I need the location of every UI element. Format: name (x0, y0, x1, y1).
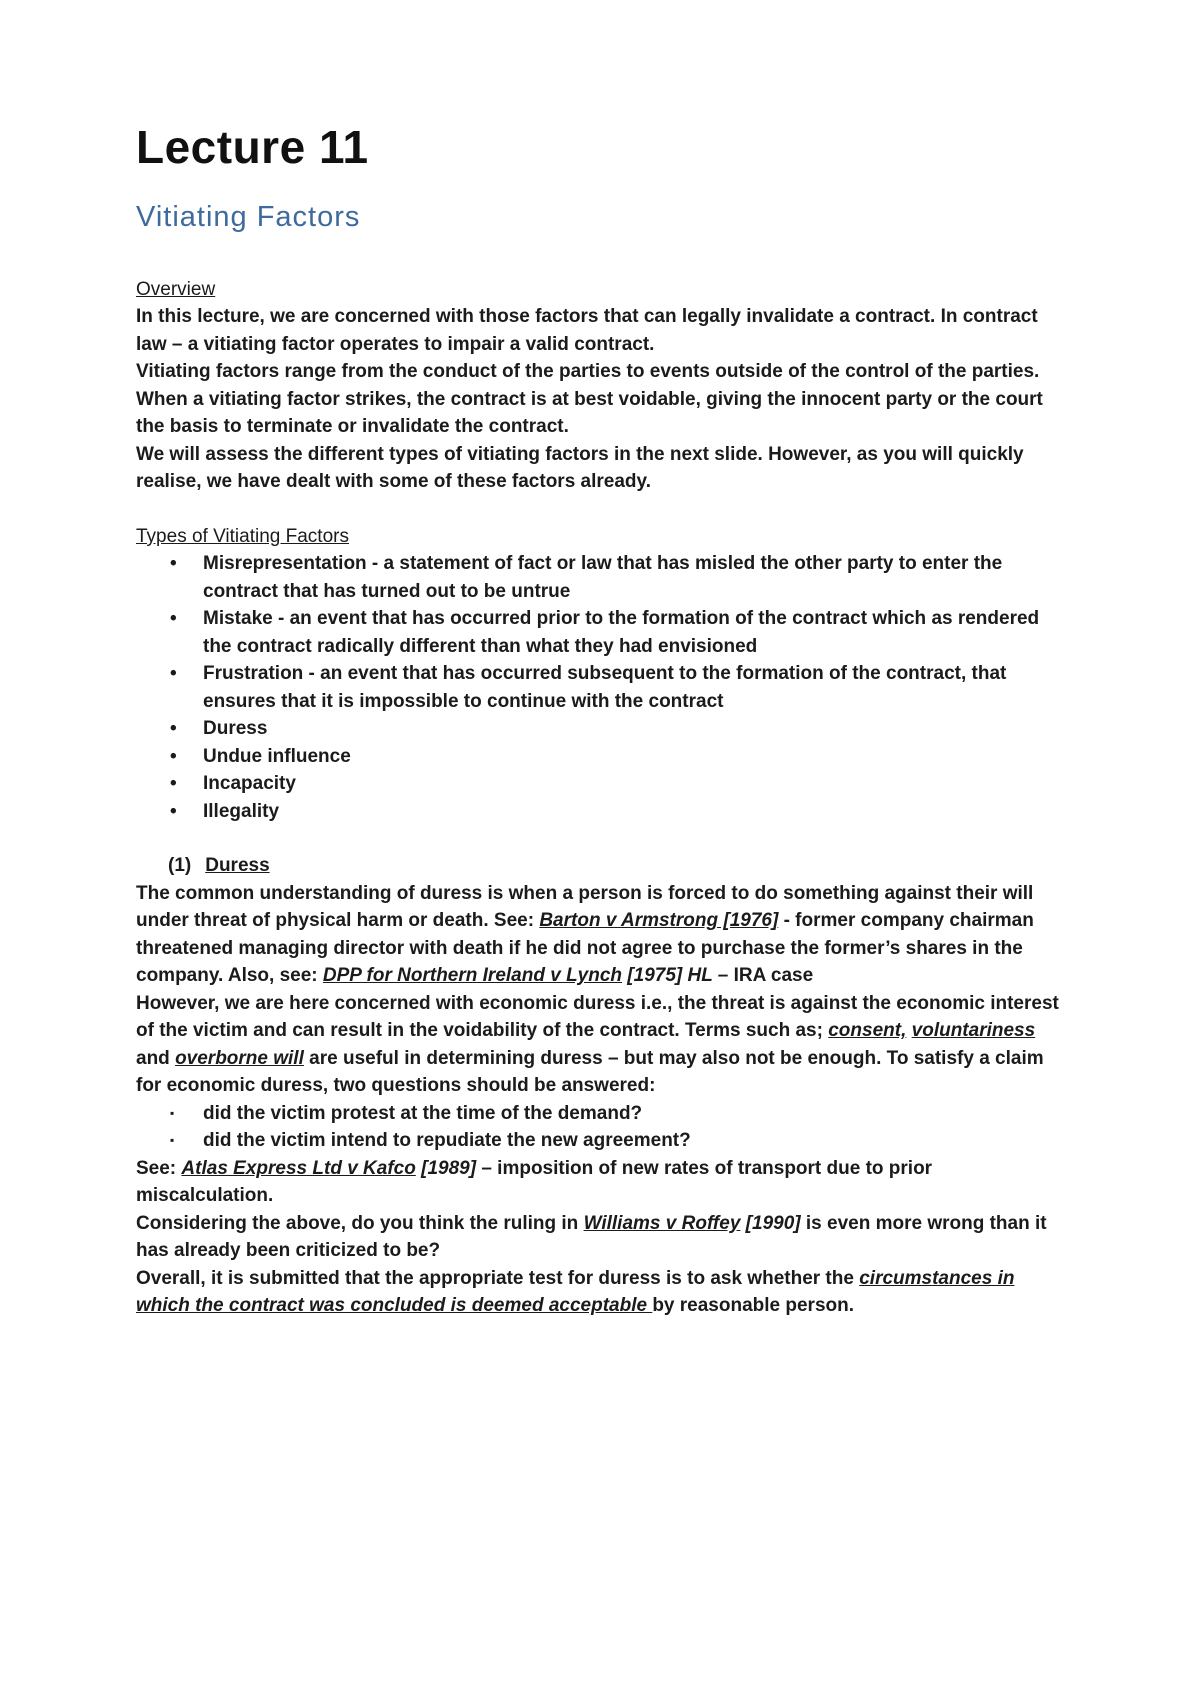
list-item-incapacity (136, 770, 1070, 798)
text-run: Illegality (203, 800, 280, 822)
text-run: circumstances in which the contract was concluded is deemed acceptable (136, 1267, 1015, 1317)
bullet-marker: • (170, 608, 177, 630)
paragraph (136, 441, 1070, 496)
text-run: Frustration - an event that has occurred subsequent to the formation of the contract, that ensures that it is impossible to continue with the contract (203, 663, 1007, 712)
spacer (136, 825, 1070, 852)
bullet-marker: • (170, 800, 177, 822)
text-run: DPP for Northern Ireland v Lynch (322, 965, 623, 987)
list-item-duress (136, 715, 1070, 743)
text-run: overborne will (175, 1047, 304, 1069)
section-heading-types (136, 523, 1070, 551)
bullet-text (203, 1100, 1070, 1128)
bullet-text (203, 743, 1070, 771)
text-run: [1989] (415, 1157, 477, 1179)
text-run: Duress (205, 855, 270, 877)
bullet-text (203, 798, 1070, 826)
bullet-marker: • (170, 745, 177, 767)
text-run: We will assess the different types of vitiating factors in the next slide. However, as you will quickly realise, we have dealt with some of these factors already. (136, 443, 1024, 493)
document-title: Lecture 11 (136, 121, 369, 173)
text-run: voluntariness (911, 1020, 1036, 1042)
text-run: Vitiating factors range from the conduct of the parties to events outside of the control of the parties. (136, 361, 1040, 383)
text-run: IRA case (728, 965, 814, 987)
list-item-illegality (136, 798, 1070, 826)
text-run: See: (136, 1157, 182, 1179)
text-run: consent, (828, 1020, 907, 1042)
text-run: Barton v Armstrong [1976] (539, 910, 779, 932)
bullet-marker: • (170, 773, 177, 795)
text-run: and (136, 1047, 176, 1069)
list-item-question-repudiate (136, 1127, 1070, 1155)
text-run: Williams v Roffey (583, 1212, 741, 1234)
bullet-text (203, 660, 1070, 715)
spacer (136, 496, 1070, 523)
text-run: – imposition of new rates of transport due to prior miscalculation. (136, 1157, 933, 1207)
square-bullet-marker: ▪ (170, 1133, 175, 1148)
paragraph (136, 303, 1070, 358)
bullet-marker: • (170, 718, 177, 740)
paragraph (136, 1155, 1070, 1210)
text-run: Incapacity (203, 773, 296, 795)
text-run: Misrepresentation - a statement of fact or law that has misled the other party to enter the contract that has turned out to be untrue (203, 553, 1003, 602)
bullet-text (203, 1127, 1070, 1155)
text-run: However, we are here concerned with economic duress i.e., the threat is against the economic interest of the victim and can result in the voidability of the contract. Terms such as; (136, 992, 1059, 1042)
text-run: Mistake - an event that has occurred prior to the formation of the contract which as rendered the contract radically different than what they had envisioned (203, 608, 1040, 657)
list-item-misrepresentation (136, 550, 1070, 605)
paragraph (136, 1210, 1070, 1265)
section-heading-duress (136, 852, 1070, 880)
bullet-text (203, 550, 1070, 605)
list-item-undue-influence (136, 743, 1070, 771)
paragraph (136, 358, 1070, 386)
list-item-question-protest (136, 1100, 1070, 1128)
text-run: Types of Vitiating Factors (136, 525, 349, 547)
text-run: by reasonable person. (652, 1295, 855, 1317)
text-run: Undue influence (203, 745, 351, 767)
text-run: Overall, it is submitted that the appropriate test for duress is to ask whether the (136, 1267, 860, 1289)
text-run: is even more wrong than it has already been criticized to be? (136, 1212, 1047, 1262)
text-run: When a vitiating factor strikes, the contract is at best voidable, giving the innocent party or the court the basis to terminate or invalidate the contract. (136, 388, 1043, 438)
text-run: Duress (203, 718, 268, 740)
list-item-mistake (136, 605, 1070, 660)
bullet-text (203, 770, 1070, 798)
document-body (136, 276, 1070, 1320)
section-heading-overview (136, 276, 1070, 304)
paragraph (136, 990, 1070, 1100)
bullet-text (203, 715, 1070, 743)
text-run: - former company chairman threatened managing director with death if he did not agree to purchase the former’s shares in the company. Also, see: (136, 910, 1034, 987)
paragraph (136, 880, 1070, 990)
text-run: Overview (136, 278, 216, 300)
bullet-marker: • (170, 663, 177, 685)
paragraph (136, 386, 1070, 441)
text-run: Considering the above, do you think the ruling in (136, 1212, 584, 1234)
text-run: did the victim protest at the time of the demand? (203, 1102, 643, 1124)
list-item-frustration (136, 660, 1070, 715)
document-subtitle: Vitiating Factors (136, 200, 361, 233)
text-run: did the victim intend to repudiate the new agreement? (203, 1130, 691, 1152)
text-run: Atlas Express Ltd v Kafco (181, 1157, 416, 1179)
text-run: [1990] (740, 1212, 801, 1234)
text-run: In this lecture, we are concerned with those factors that can legally invalidate a contract. In contract law – a vitiating factor operates to impair a valid contract. (136, 306, 1038, 355)
bullet-marker: • (170, 553, 177, 575)
text-run: [1975] HL – (622, 965, 729, 987)
paragraph (136, 1265, 1070, 1320)
text-run: The common understanding of duress is when a person is forced to do something against their will under threat of physical harm or death. See: (136, 882, 1034, 932)
text-run: (1) (168, 855, 192, 877)
text-run: are useful in determining duress – but may also not be enough. To satisfy a claim for economic duress, two questions should be answered: (136, 1047, 1044, 1097)
bullet-text (203, 605, 1070, 660)
square-bullet-marker: ▪ (170, 1105, 175, 1120)
